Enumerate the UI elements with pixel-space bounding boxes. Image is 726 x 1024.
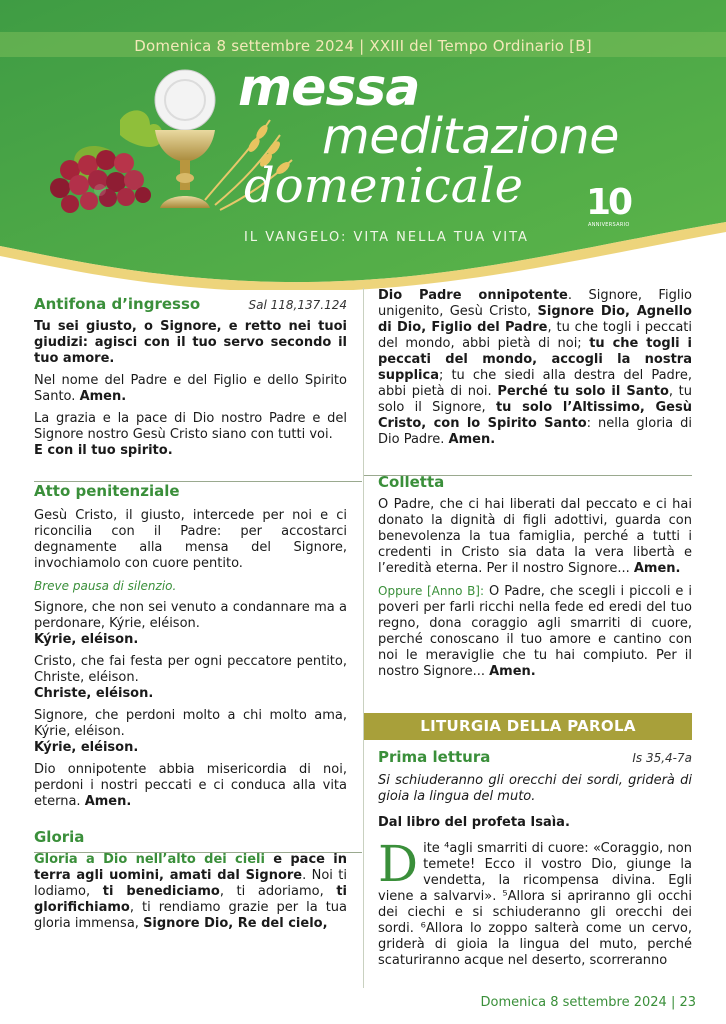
colletta-text xyxy=(378,497,692,577)
gloria-part: e pace in terra agli uomini, amati dal Signore xyxy=(34,852,347,883)
antifona-reference: Sal 118,137.124 xyxy=(248,298,347,312)
gloria-part: Perché tu solo il Santo xyxy=(497,384,669,399)
section-title-gloria: Gloria xyxy=(34,828,85,846)
page-footer: Domenica 8 settembre 2024 | 23 xyxy=(480,995,696,1010)
absolution-amen: Amen. xyxy=(84,794,132,809)
sign-of-cross xyxy=(34,373,347,405)
gloria-continued xyxy=(378,288,692,448)
greeting-response: E con il tuo spirito. xyxy=(34,443,173,458)
header-banner xyxy=(0,0,726,290)
gloria-part: Signore Dio, Agnello di Dio, Figlio del Padre xyxy=(378,304,692,335)
reading-summary: Si schiuderanno gli orecchi dei sordi, griderà di gioia la lingua del muto. xyxy=(378,773,692,804)
section-title-antifona: Antifona d’ingresso xyxy=(34,295,201,313)
colletta-alt-label: Oppure [Anno B]: xyxy=(378,584,485,598)
response-1: Kýrie, eléison. xyxy=(34,632,139,647)
gloria-part: Gloria a Dio nell’alto dei cieli xyxy=(34,852,265,867)
colletta-amen: Amen. xyxy=(633,561,681,576)
right-column xyxy=(378,288,692,686)
colletta-body: O Padre, che ci hai liberati dal peccato e ci hai donato la dignità di figli adottivi, guarda con benevolenza la tua famiglia, perché a tutti i credenti in Cristo sia data la vera libertà e l’eredità eterna. Per il nostro Signore... xyxy=(378,497,692,576)
section-title-atto: Atto penitenziale xyxy=(34,482,180,500)
colletta-alternative xyxy=(378,583,692,680)
gloria-part: Amen. xyxy=(448,432,496,447)
gloria-text xyxy=(34,852,347,932)
gloria-part: Dio Padre onnipotente xyxy=(378,288,568,303)
invocation-2: Cristo, che fai festa per ogni peccatore pentito, Christe, eléison. xyxy=(34,654,347,685)
response-2: Christe, eléison. xyxy=(34,686,154,701)
greeting-text: La grazia e la pace di Dio nostro Padre e del Signore nostro Gesù Cristo siano con tutti voi. xyxy=(34,411,347,442)
masthead-word-2: meditazione xyxy=(322,108,619,165)
masthead-subtitle: IL VANGELO: VITA NELLA TUA VITA xyxy=(244,230,529,245)
prima-lettura-block xyxy=(378,748,692,975)
invocation-3: Signore, che perdoni molto a chi molto ama, Kýrie, eléison. xyxy=(34,708,347,739)
masthead-word-3: domenicale xyxy=(244,158,524,214)
gloria-part: . Noi ti lodiamo, xyxy=(34,868,347,899)
gloria-part: , tu che togli i peccati del mondo, abbi pietà di noi; xyxy=(378,320,693,351)
antifona-heading xyxy=(34,295,347,313)
gloria-part: tu che togli i peccati del mondo, accogli la nostra supplica xyxy=(378,336,692,383)
gloria-part: : nella gloria di Dio Padre. xyxy=(378,416,692,447)
divider xyxy=(34,852,362,853)
antifona-verse: Tu sei giusto, o Signore, e retto nei tuoi giudizi: agisci con il tuo servo secondo il tuo amore. xyxy=(34,319,347,366)
prima-lettura-heading xyxy=(378,748,692,766)
divider xyxy=(34,481,362,482)
column-divider xyxy=(363,288,364,988)
gloria-part: ; tu che siedi alla destra del Padre, abbi pietà di noi. xyxy=(378,368,692,399)
sign-of-cross-amen: Amen. xyxy=(79,389,127,404)
gloria-part: ti benediciamo xyxy=(102,884,220,899)
gloria-part: ti glorifichiamo xyxy=(34,884,347,915)
left-column xyxy=(34,288,347,938)
anniversary-number: 10 xyxy=(586,182,631,223)
invocation-1: Signore, che non sei venuto a condannare ma a perdonare, Kýrie, eléison. xyxy=(34,600,347,631)
anniversary-logo xyxy=(586,182,646,231)
masthead-word-1: messa xyxy=(238,58,420,118)
gloria-part: . Signore, Figlio unigenito, Gesù Cristo, xyxy=(378,288,693,319)
gloria-part: Signore Dio, Re del cielo, xyxy=(143,916,328,931)
reading-body: ite ⁴agli smarriti di cuore: «Coraggio, non temete! Ecco il vostro Dio, giunge la vendetta, la ricompensa divina. Egli viene a salvarvi». ⁵Allora si apriranno gli occhi dei ciechi e si schiuderanno gli orecchi dei sordi. ⁶Allora lo zoppo salterà come un cervo, griderà di gioia la lingua del muto, perché scaturiranno acque nel deserto, scorreranno xyxy=(378,841,692,968)
drop-cap: D xyxy=(378,835,419,893)
absolution xyxy=(34,762,347,810)
absolution-text: Dio onnipotente abbia misericordia di noi, perdoni i nostri peccati e ci conduca alla vita eterna. xyxy=(34,762,347,809)
atto-intro: Gesù Cristo, il giusto, intercede per noi e ci riconcilia con il Padre: per accostarci degnamente alla mensa del Signore, invochiamolo con cuore pentito. xyxy=(34,508,347,571)
liturgia-band: LITURGIA DELLA PAROLA xyxy=(364,713,692,740)
prima-lettura-reference: Is 35,4-7a xyxy=(632,751,692,765)
sign-of-cross-text: Nel nome del Padre e del Figlio e dello Spirito Santo. xyxy=(34,373,347,404)
reading-source: Dal libro del profeta Isaìa. xyxy=(378,815,570,830)
response-3: Kýrie, eléison. xyxy=(34,740,139,755)
anniversary-word: ANNIVERSARIO xyxy=(588,222,630,228)
gloria-part: , tu solo il Signore, xyxy=(378,384,692,415)
reading-text xyxy=(378,835,692,969)
colletta-alt-body: O Padre, che scegli i piccoli e i poveri per farli ricchi nella fede ed eredi del tuo regno, dona coraggio agli smarriti di cuore, perché conoscano il tuo amore e cantino con noi le meraviglie che tu hai compiuto. Per il nostro Signore... xyxy=(378,584,692,679)
silence-pause: Breve pausa di silenzio. xyxy=(34,579,177,593)
divider xyxy=(364,475,692,476)
section-title-prima-lettura: Prima lettura xyxy=(378,748,491,766)
gloria-part: tu solo l’Altissimo, Gesù Cristo, con lo Spirito Santo xyxy=(378,400,692,431)
issue-date-line: Domenica 8 settembre 2024 | XXIII del Tempo Ordinario [B] xyxy=(134,37,592,55)
gloria-part: , ti rendiamo grazie per la tua gloria immensa, xyxy=(34,900,347,931)
gloria-part: , ti adoriamo, xyxy=(219,884,337,899)
colletta-alt-amen: Amen. xyxy=(489,664,536,679)
section-title-colletta: Colletta xyxy=(378,473,445,491)
